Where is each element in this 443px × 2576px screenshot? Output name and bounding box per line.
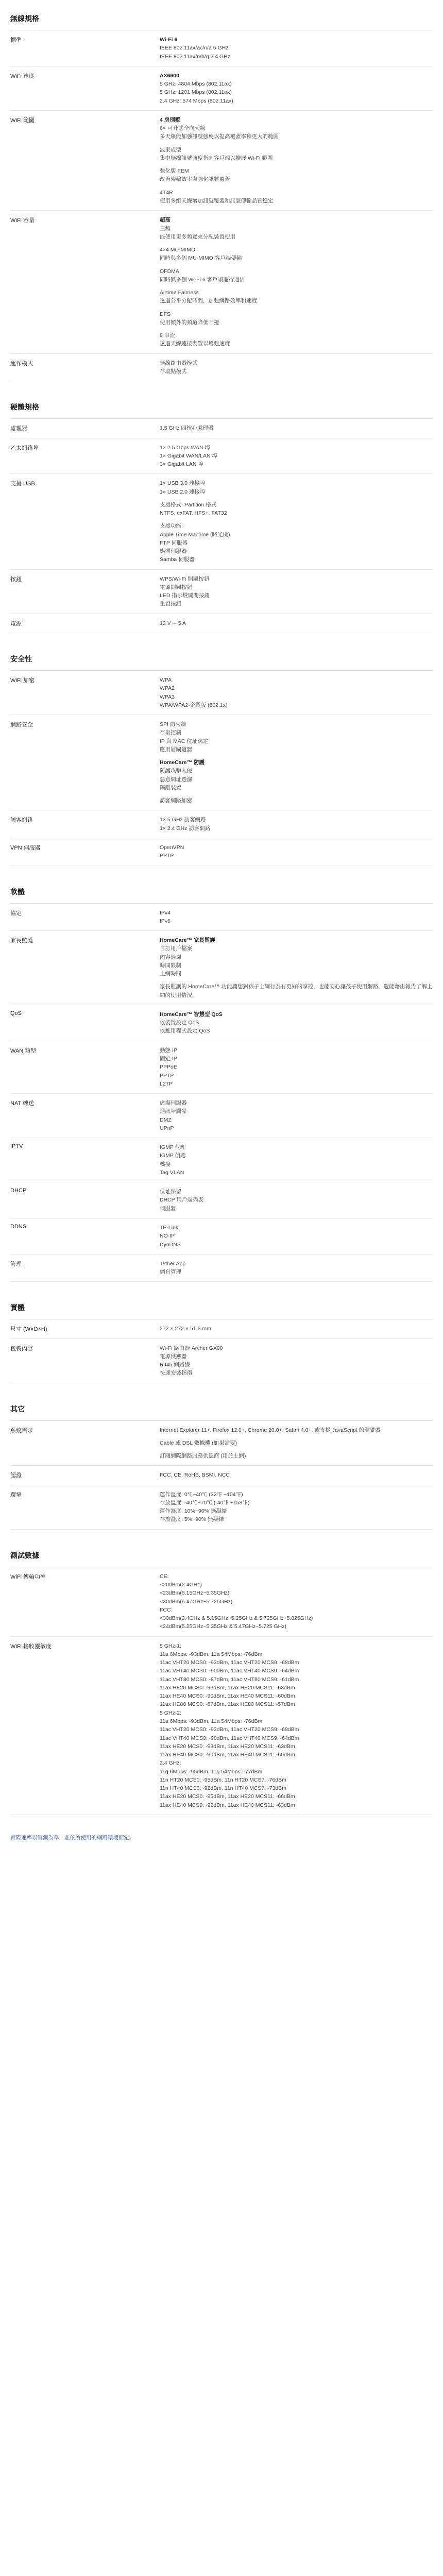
spec-value-line: 11ac VHT80 MCS0: -87dBm, 11ac VHT80 MCS9: -61dBm xyxy=(160,1676,299,1683)
spec-value-line: Tag VLAN xyxy=(160,1169,184,1176)
spec-label: 系統需求 xyxy=(10,1427,33,1434)
spec-value-line: 伺服器 xyxy=(160,1205,176,1212)
spec-value xyxy=(160,1138,433,1182)
spec-value-line: 11n HT20 MCS0: -95dBm, 11n HT20 MCS7: -76dBm xyxy=(160,1776,286,1783)
spec-value xyxy=(160,30,433,66)
spec-value-line: 1.5 GHz 四核心處理器 xyxy=(160,425,214,432)
spec-value-line: 11ax HE20 MCS0: -95dBm, 11ax HE20 MCS11: -66dBm xyxy=(160,1793,295,1800)
spec-value-line: WPA/WPA2-企業版 (802.1x) xyxy=(160,702,228,708)
spec-value-line: <23dBm(5.15GHz~5.35GHz) xyxy=(160,1590,230,1597)
spec-gap xyxy=(160,517,433,522)
spec-gap xyxy=(160,327,433,331)
spec-row xyxy=(10,1255,433,1282)
spec-row xyxy=(10,810,433,838)
spec-value-line: 應用層閘道器 xyxy=(160,746,192,753)
spec-value xyxy=(160,715,433,810)
spec-page xyxy=(10,0,433,1853)
section-title: 其它 xyxy=(10,1391,433,1421)
section-spacer xyxy=(10,1383,433,1391)
spec-value-line: 使用額外的頻道降低干擾 xyxy=(160,319,219,326)
spec-value xyxy=(160,904,433,931)
section-spacer xyxy=(10,633,433,640)
spec-value-line: 6× 可升式全向天線 xyxy=(160,125,206,132)
spec-value-line: Internet Explorer 11+, Firefox 12.0+, Chrome 20.0+, Safari 4.0+, 或支援 JavaScript 的瀏覽器 xyxy=(160,1427,381,1433)
spec-row xyxy=(10,1485,433,1530)
spec-value-line: IGMP 代理 xyxy=(160,1144,186,1151)
spec-value-line: 4×4 MU-MIMO xyxy=(160,247,196,253)
spec-value-line: 11n HT40 MCS0: -92dBm, 11n HT40 MCS7: -73dBm xyxy=(160,1785,286,1792)
spec-value-line: 11a 6Mbps: -93dBm, 11a 54Mbps: -76dBm xyxy=(160,1651,263,1657)
spec-label: QoS xyxy=(10,1010,22,1016)
spec-value xyxy=(160,66,433,110)
spec-table xyxy=(10,1319,433,1383)
spec-value-line: 11ac VHT20 MCS0: -93dBm, 11ac VHT20 MCS9: -68dBm xyxy=(160,1659,299,1666)
spec-label: 家長監護 xyxy=(10,938,33,944)
spec-value-line: DynDNS xyxy=(160,1241,181,1248)
spec-label: 管理 xyxy=(10,1261,22,1267)
spec-value-line: 5 GHz: 4804 Mbps (802.11ax) xyxy=(160,81,232,88)
spec-value-line: 集中無線訊號強度指向客戶端以擴展 Wi-Fi 範圍 xyxy=(160,155,273,161)
section-title: 實體 xyxy=(10,1289,433,1319)
spec-value-line: 存放溫度: -40℃~70℃ (-40℉ ~158℉) xyxy=(160,1499,250,1506)
spec-value-line: 11ac VHT20 MCS0: -93dBm, 11ac VHT20 MCS9: -68dBm xyxy=(160,1726,299,1733)
spec-value-line: 內容過濾 xyxy=(160,954,181,960)
spec-value-line: Wi-Fi 路由器 Archer GX90 xyxy=(160,1345,223,1351)
spec-value-line: 隔離裝置 xyxy=(160,784,181,791)
spec-gap xyxy=(160,306,433,310)
spec-value-line: 11ac VHT40 MCS0: -90dBm, 11ac VHT40 MCS9: -64dBm xyxy=(160,1668,299,1674)
spec-value-line: 存取點模式 xyxy=(160,368,187,375)
spec-label: 網路安全 xyxy=(10,722,33,728)
spec-label: VPN 伺服器 xyxy=(10,845,41,851)
spec-value-line: Apple Time Machine (時光機) xyxy=(160,531,230,538)
spec-value xyxy=(160,438,433,474)
spec-value-line: 11g 6Mbps: -95dBm, 11g 54Mbps: -77dBm xyxy=(160,1768,263,1775)
spec-value-line: 多天線能加強訊號強度以提高覆蓋率和更大的範圍 xyxy=(160,133,279,140)
spec-value-line: PPTP xyxy=(160,1072,174,1079)
spec-value-line: 電源供應器 xyxy=(160,1353,187,1360)
spec-gap xyxy=(160,184,433,189)
spec-value-line: WPS/Wi-Fi 開關按鈕 xyxy=(160,575,210,582)
spec-label: 乙太網路埠 xyxy=(10,445,39,451)
spec-gap xyxy=(160,141,433,146)
spec-value-line: 使用多組天線增加訊號覆蓋和訊號傳輸品質穩定 xyxy=(160,197,274,204)
spec-value-line: FTP 伺服器 xyxy=(160,539,188,546)
spec-value-line: 2.4 GHz: 574 Mbps (802.11ax) xyxy=(160,97,233,104)
spec-value-line: 存取控制 xyxy=(160,730,181,736)
spec-table xyxy=(10,1421,433,1530)
spec-value-line: 11a 6Mbps: -93dBm, 11a 54Mbps: -76dBm xyxy=(160,1718,263,1724)
spec-value xyxy=(160,931,433,1005)
section-title: 軟體 xyxy=(10,873,433,904)
spec-value-line: 運作濕度: 10%~90% 無凝結 xyxy=(160,1508,227,1515)
spec-value-line: 改善傳輸效率與強化訊號覆蓋 xyxy=(160,176,230,183)
spec-row xyxy=(10,1319,433,1338)
spec-value-line: 5 GHz: 1201 Mbps (802.11ax) xyxy=(160,89,232,96)
spec-value-heading: Wi-Fi 6 xyxy=(160,37,178,43)
spec-gap xyxy=(160,978,433,982)
spec-value-line: <30dBm(2.4GHz & 5.15GHz~5.25GHz & 5.725GHz~5.825GHz) xyxy=(160,1615,313,1622)
spec-value-line: 依應用程式設定 QoS xyxy=(160,1028,210,1035)
spec-value xyxy=(160,614,433,633)
spec-value-line: 存放濕度: 5%~90% 無凝結 xyxy=(160,1516,224,1523)
spec-value-line: 強化版 FEM xyxy=(160,168,189,175)
spec-value-line: 無線路由器模式 xyxy=(160,360,198,366)
spec-value-line: 11ax HE20 MCS0: -93dBm, 11ax HE20 MCS11: -63dBm xyxy=(160,1743,295,1750)
spec-value xyxy=(160,1218,433,1254)
spec-value xyxy=(160,1182,433,1218)
section-spacer xyxy=(10,1282,433,1289)
spec-value-heading: AX6600 xyxy=(160,72,179,79)
spec-value xyxy=(160,354,433,381)
spec-label: DHCP xyxy=(10,1188,27,1194)
spec-table xyxy=(10,671,433,866)
spec-row xyxy=(10,931,433,1005)
spec-value-line: LED 指示燈開關按鈕 xyxy=(160,592,210,599)
spec-row xyxy=(10,715,433,810)
spec-value-line: 三頻 xyxy=(160,225,171,232)
spec-value-line: NO-IP xyxy=(160,1233,175,1240)
spec-label: 認證 xyxy=(10,1472,22,1479)
spec-label: WiFi 範圍 xyxy=(10,117,35,124)
spec-row xyxy=(10,30,433,66)
spec-label: WiFi 加密 xyxy=(10,677,35,684)
spec-row xyxy=(10,354,433,382)
spec-label: 處理器 xyxy=(10,426,27,432)
spec-value xyxy=(160,1421,433,1466)
spec-row xyxy=(10,438,433,474)
spec-value-line: IPv4 xyxy=(160,909,171,916)
spec-label: 運作模式 xyxy=(10,360,33,367)
spec-value-line: 能使用更多頻寬來分配裝置使用 xyxy=(160,233,235,240)
spec-value-line: Cable 或 DSL 數據機 (如果需要) xyxy=(160,1439,237,1446)
spec-label: WiFi 傳輸功率 xyxy=(10,1573,46,1580)
spec-label: 支援 USB xyxy=(10,481,35,487)
spec-row xyxy=(10,1138,433,1182)
spec-value xyxy=(160,1094,433,1138)
spec-value-heading: HomeCare™ 防護 xyxy=(160,759,205,766)
spec-label: DDNS xyxy=(10,1223,27,1230)
spec-value-line: 12 V ⎓ 5 A xyxy=(160,620,186,626)
spec-value-line: 固定 IP xyxy=(160,1055,177,1062)
spec-row xyxy=(10,570,433,614)
spec-row xyxy=(10,838,433,866)
spec-value xyxy=(160,1041,433,1093)
spec-value-line: 11ax HE40 MCS0: -90dBm, 11ax HE40 MCS11: -60dBm xyxy=(160,1693,295,1700)
spec-value-line: 快速安裝指南 xyxy=(160,1370,192,1377)
spec-value-line: 支援功能: xyxy=(160,523,183,530)
spec-label: 協定 xyxy=(10,910,22,917)
spec-row xyxy=(10,1094,433,1138)
spec-value-line: 11ac VHT40 MCS0: -90dBm, 11ac VHT40 MCS9: -64dBm xyxy=(160,1735,299,1741)
spec-value-line: 訪客網路加密 xyxy=(160,798,192,804)
spec-value-line: 訂閱網際網路服務供應商 (用於上網) xyxy=(160,1453,246,1460)
spec-value-line: 運作溫度: 0℃~40℃ (32℉ ~104℉) xyxy=(160,1491,243,1498)
spec-value-line: 同時與多個 MU-MIMO 客戶端傳輸 xyxy=(160,255,242,262)
spec-value-line: IEEE 802.11ax/ac/n/a 5 GHz xyxy=(160,45,229,52)
spec-row xyxy=(10,1567,433,1637)
spec-label: 環境 xyxy=(10,1492,22,1498)
spec-value-line: IEEE 802.11ax/n/b/g 2.4 GHz xyxy=(160,53,230,60)
spec-value xyxy=(160,1485,433,1529)
spec-value-line: 惡意網址過濾 xyxy=(160,776,192,783)
spec-value-line: 通訊埠觸發 xyxy=(160,1108,187,1115)
spec-value-line: 上網時間 xyxy=(160,971,181,977)
spec-label: WiFi 容量 xyxy=(10,217,35,224)
spec-value-heading: 超高 xyxy=(160,217,171,224)
section-spacer xyxy=(10,1815,433,1822)
spec-label: IPTV xyxy=(10,1143,23,1150)
spec-value-line: OpenVPN xyxy=(160,844,184,851)
footnote: 實際速率以實測為準，並依所使用的網路環境而定。 xyxy=(10,1834,135,1841)
spec-value-line: 透過天線連接裝置以增強速度 xyxy=(160,341,230,347)
spec-value-line: 電源開關按鈕 xyxy=(160,584,192,590)
spec-value-line: DMZ xyxy=(160,1116,172,1123)
spec-value-line: 5 GHz-1: xyxy=(160,1642,182,1649)
spec-value-line: NTFS, exFAT, HFS+, FAT32 xyxy=(160,510,227,517)
spec-gap xyxy=(160,284,433,289)
spec-row xyxy=(10,1182,433,1218)
spec-row xyxy=(10,1218,433,1255)
spec-row xyxy=(10,474,433,569)
spec-value xyxy=(160,111,433,210)
spec-label: WiFi 速度 xyxy=(10,73,35,79)
spec-value-line: IPv6 xyxy=(160,918,171,924)
spec-label: NAT 轉送 xyxy=(10,1100,35,1107)
spec-value-line: IGMP 偵聽 xyxy=(160,1153,186,1159)
spec-value-line: IP 與 MAC 位址綁定 xyxy=(160,738,209,744)
spec-value-line: 4T4R xyxy=(160,189,173,196)
spec-gap xyxy=(160,162,433,167)
spec-label: 標準 xyxy=(10,37,22,43)
spec-value-line: PPPoE xyxy=(160,1064,177,1071)
spec-value-line: 家長監護的 HomeCare™ 功能讓您對孩子上網行為有更好的掌控，也能安心讓孩子使用網路，還能藉由報告了解上網的使用情況。 xyxy=(160,984,433,998)
spec-table xyxy=(10,30,433,381)
spec-value-line: 1× USB 3.0 連接埠 xyxy=(160,480,206,487)
spec-table xyxy=(10,1567,433,1815)
spec-row xyxy=(10,614,433,633)
spec-gap xyxy=(160,241,433,246)
spec-value-line: SPI 防火牆 xyxy=(160,721,186,728)
spec-value-heading: HomeCare™ 智慧型 QoS xyxy=(160,1011,223,1018)
spec-value-line: 1× USB 2.0 連接埠 xyxy=(160,488,206,495)
spec-value xyxy=(160,1005,433,1041)
section-title: 硬體規格 xyxy=(10,388,433,419)
spec-value-line: L2TP xyxy=(160,1080,173,1087)
spec-row xyxy=(10,111,433,211)
spec-value xyxy=(160,419,433,437)
spec-label: 按鈕 xyxy=(10,576,22,583)
spec-value-line: 虛擬伺服器 xyxy=(160,1100,187,1107)
spec-value-line: 1× Gigabit WAN/LAN 埠 xyxy=(160,452,217,459)
spec-table xyxy=(10,904,433,1282)
spec-value-line: DHCP 用戶端列表 xyxy=(160,1197,203,1204)
spec-value-line: 1× 2.4 GHz 訪客網路 xyxy=(160,825,211,832)
spec-value xyxy=(160,1567,433,1636)
spec-value xyxy=(160,211,433,353)
spec-row xyxy=(10,1041,433,1094)
section-spacer xyxy=(10,1530,433,1537)
spec-value xyxy=(160,1637,433,1815)
spec-value-line: 272 × 272 × 51.5 mm xyxy=(160,1326,211,1332)
spec-value-line: 1× 2.5 Gbps WAN 埠 xyxy=(160,444,210,451)
spec-value-line: 11ax HE80 MCS0: -87dBm, 11ax HE80 MCS11: -57dBm xyxy=(160,1701,295,1708)
spec-value-line: WPA xyxy=(160,677,172,684)
spec-value xyxy=(160,1255,433,1282)
spec-value-line: 重置按鈕 xyxy=(160,601,181,607)
spec-row xyxy=(10,1421,433,1466)
spec-value-line: PPTP xyxy=(160,853,174,859)
spec-value-line: FCC, CE, RoHS, BSMI, NCC xyxy=(160,1472,230,1479)
spec-value-line: 11ax HE40 MCS0: -90dBm, 11ax HE40 MCS11: -60dBm xyxy=(160,1752,295,1758)
spec-value-line: RJ45 網路線 xyxy=(160,1362,190,1368)
spec-value-line: UPnP xyxy=(160,1125,174,1131)
spec-value-line: 防護攻擊入侵 xyxy=(160,768,192,774)
spec-value-line: 2.4 GHz: xyxy=(160,1760,181,1767)
spec-value-line: 橋接 xyxy=(160,1161,171,1167)
spec-value-line: 網頁管理 xyxy=(160,1269,181,1276)
spec-row xyxy=(10,904,433,931)
spec-value-line: 11ax HE40 MCS0: -92dBm, 11ax HE40 MCS11: -63dBm xyxy=(160,1802,295,1808)
section-spacer xyxy=(10,866,433,873)
spec-value-line: TP-Link xyxy=(160,1224,179,1231)
spec-label: 電源 xyxy=(10,620,22,627)
spec-value-line: WPA3 xyxy=(160,693,175,700)
spec-value-line: 透過公平分配時間，加強網路效率和速度 xyxy=(160,298,257,304)
spec-label: WiFi 接收靈敏度 xyxy=(10,1643,52,1650)
spec-value-line: 自訂用戶檔案 xyxy=(160,945,192,952)
spec-value xyxy=(160,570,433,614)
spec-row xyxy=(10,1637,433,1815)
spec-value-line: 5 GHz-2: xyxy=(160,1709,182,1716)
spec-value-line: 位址保留 xyxy=(160,1189,181,1195)
spec-value-line: DFS xyxy=(160,311,171,317)
spec-value xyxy=(160,1339,433,1383)
spec-row xyxy=(10,419,433,438)
spec-gap xyxy=(160,754,433,758)
section-title: 無線規格 xyxy=(10,0,433,30)
spec-sections xyxy=(10,0,433,1822)
spec-label: WAN 類型 xyxy=(10,1047,37,1054)
spec-gap xyxy=(160,263,433,267)
spec-label: 尺寸 (W×D×H) xyxy=(10,1326,47,1333)
spec-value-line: 1× 5 GHz 訪客網路 xyxy=(160,817,206,823)
spec-gap xyxy=(160,496,433,501)
section-spacer xyxy=(10,381,433,388)
spec-value-line: Samba 伺服器 xyxy=(160,556,195,563)
spec-gap xyxy=(160,1434,433,1439)
spec-value-line: 波束成型 xyxy=(160,146,181,153)
spec-row xyxy=(10,1005,433,1041)
spec-value-line: WPA2 xyxy=(160,685,175,692)
spec-value-line: 動態 IP xyxy=(160,1047,177,1054)
spec-value-line: 3× Gigabit LAN 埠 xyxy=(160,461,203,468)
spec-label: 訪客網路 xyxy=(10,817,33,824)
spec-value-line: 同時與多個 Wi-Fi 6 客戶端進行通信 xyxy=(160,276,245,283)
spec-row xyxy=(10,1466,433,1485)
spec-value-line: CE: xyxy=(160,1573,169,1580)
spec-value-line: Tether App xyxy=(160,1260,186,1267)
spec-value-line: OFDMA xyxy=(160,268,179,275)
spec-gap xyxy=(160,792,433,796)
spec-row xyxy=(10,66,433,111)
spec-value xyxy=(160,1466,433,1484)
spec-row xyxy=(10,211,433,353)
spec-value-line: 媒體伺服器 xyxy=(160,548,187,555)
section-title: 安全性 xyxy=(10,640,433,671)
spec-value-line: <24dBm(5.25GHz~5.35GHz & 5.47GHz~5.725 GHz) xyxy=(160,1623,286,1630)
spec-table xyxy=(10,419,433,633)
spec-value-line: 8 串流 xyxy=(160,332,175,339)
spec-value-heading: HomeCare™ 家長監護 xyxy=(160,937,215,944)
spec-value-line: <30dBm(5.47GHz~5.725GHz) xyxy=(160,1598,233,1605)
spec-value xyxy=(160,671,433,715)
spec-value xyxy=(160,474,433,569)
spec-value-line: <20dBm(2.4GHz) xyxy=(160,1582,202,1588)
spec-gap xyxy=(160,1447,433,1452)
spec-value xyxy=(160,1319,433,1338)
spec-value-line: 時間限制 xyxy=(160,962,181,969)
spec-value-line: FCC: xyxy=(160,1606,173,1613)
spec-row xyxy=(10,671,433,715)
spec-value xyxy=(160,838,433,866)
spec-value-line: 依裝置設定 QoS xyxy=(160,1020,199,1026)
spec-value-line: 11ax HE20 MCS0: -93dBm, 11ax HE20 MCS11: -63dBm xyxy=(160,1684,295,1691)
spec-value-heading: 4 房別墅 xyxy=(160,116,181,123)
spec-value-line: 支援格式: Partition 格式 xyxy=(160,501,217,508)
spec-value xyxy=(160,810,433,838)
spec-label: 包裝內容 xyxy=(10,1345,33,1352)
spec-row xyxy=(10,1339,433,1383)
spec-value-line: Airtime Fairness xyxy=(160,290,199,296)
section-title: 測試數據 xyxy=(10,1537,433,1567)
